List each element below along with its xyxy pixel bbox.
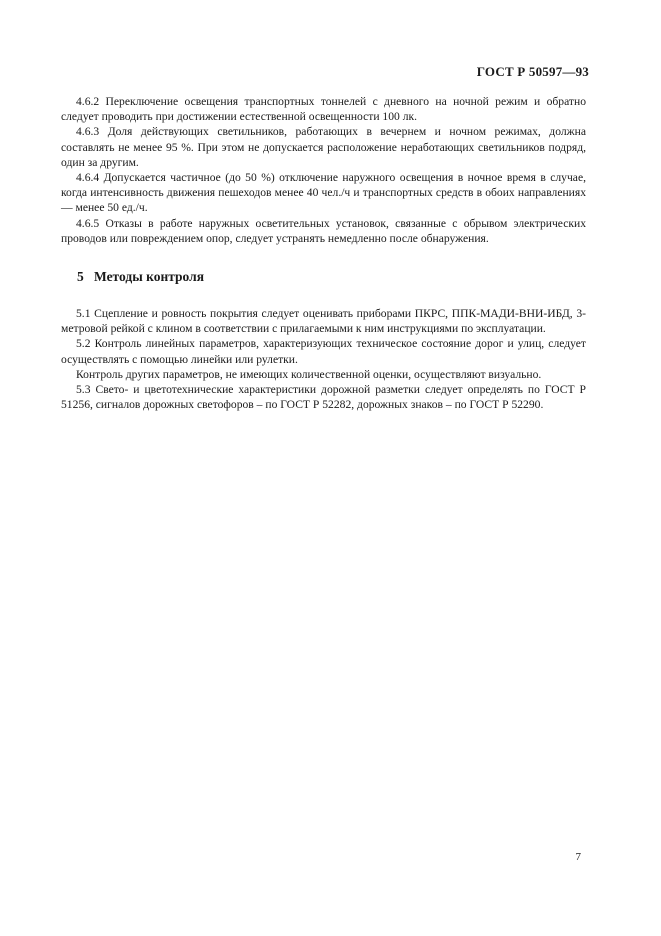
paragraph-4-6-2: 4.6.2 Переключение освещения транспортных тоннелей с дневного на ночной режим и обратно следует проводить при достижении естественной освещенности 100 лк. bbox=[61, 95, 586, 124]
document-body bbox=[61, 94, 586, 412]
paragraph-4-6-3: 4.6.3 Доля действующих светильников, работающих в вечернем и ночном режимах, должна составлять не менее 95 %. При этом не допускается расположение неработающих светильников подряд, один за другим. bbox=[61, 125, 586, 169]
paragraph-5-2: 5.2 Контроль линейных параметров, характеризующих техническое состояние дорог и улиц, следует осуществлять с помощью линейки или рулетки. bbox=[61, 337, 586, 366]
paragraph-4-6-4: 4.6.4 Допускается частичное (до 50 %) отключение наружного освещения в ночное время в случае, когда интенсивность движения пешеходов менее 40 чел./ч и транспортных средств в обоих направлениях — менее 50 ед./ч. bbox=[61, 171, 586, 215]
paragraph-4-6-5: 4.6.5 Отказы в работе наружных осветительных установок, связанные с обрывом электрических проводов или повреждением опор, следует устранять немедленно после обнаружения. bbox=[61, 216, 586, 245]
section-title: Методы контроля bbox=[94, 269, 204, 285]
section-heading bbox=[77, 269, 586, 285]
paragraph-5-3: 5.3 Свето- и цветотехнические характеристики дорожной разметки следует определять по ГОСТ Р 51256, сигналов дорожных светофоров – по ГОСТ Р 52282, дорожных знаков – по ГОСТ Р 52290. bbox=[61, 383, 586, 412]
paragraph-5-2-visual: Контроль других параметров, не имеющих количественной оценки, осуществляют визуально. bbox=[76, 367, 542, 381]
section-number: 5 bbox=[77, 269, 84, 285]
document-header: ГОСТ Р 50597—93 bbox=[476, 64, 589, 79]
page-number: 7 bbox=[575, 851, 581, 863]
paragraph-5-1: 5.1 Сцепление и ровность покрытия следует оценивать приборами ПКРС, ППК-МАДИ-ВНИ-ИБД, 3-метровой рейкой с клином в соответствии с прилагаемыми к ним инструкциями по эксплуатации. bbox=[61, 307, 586, 336]
